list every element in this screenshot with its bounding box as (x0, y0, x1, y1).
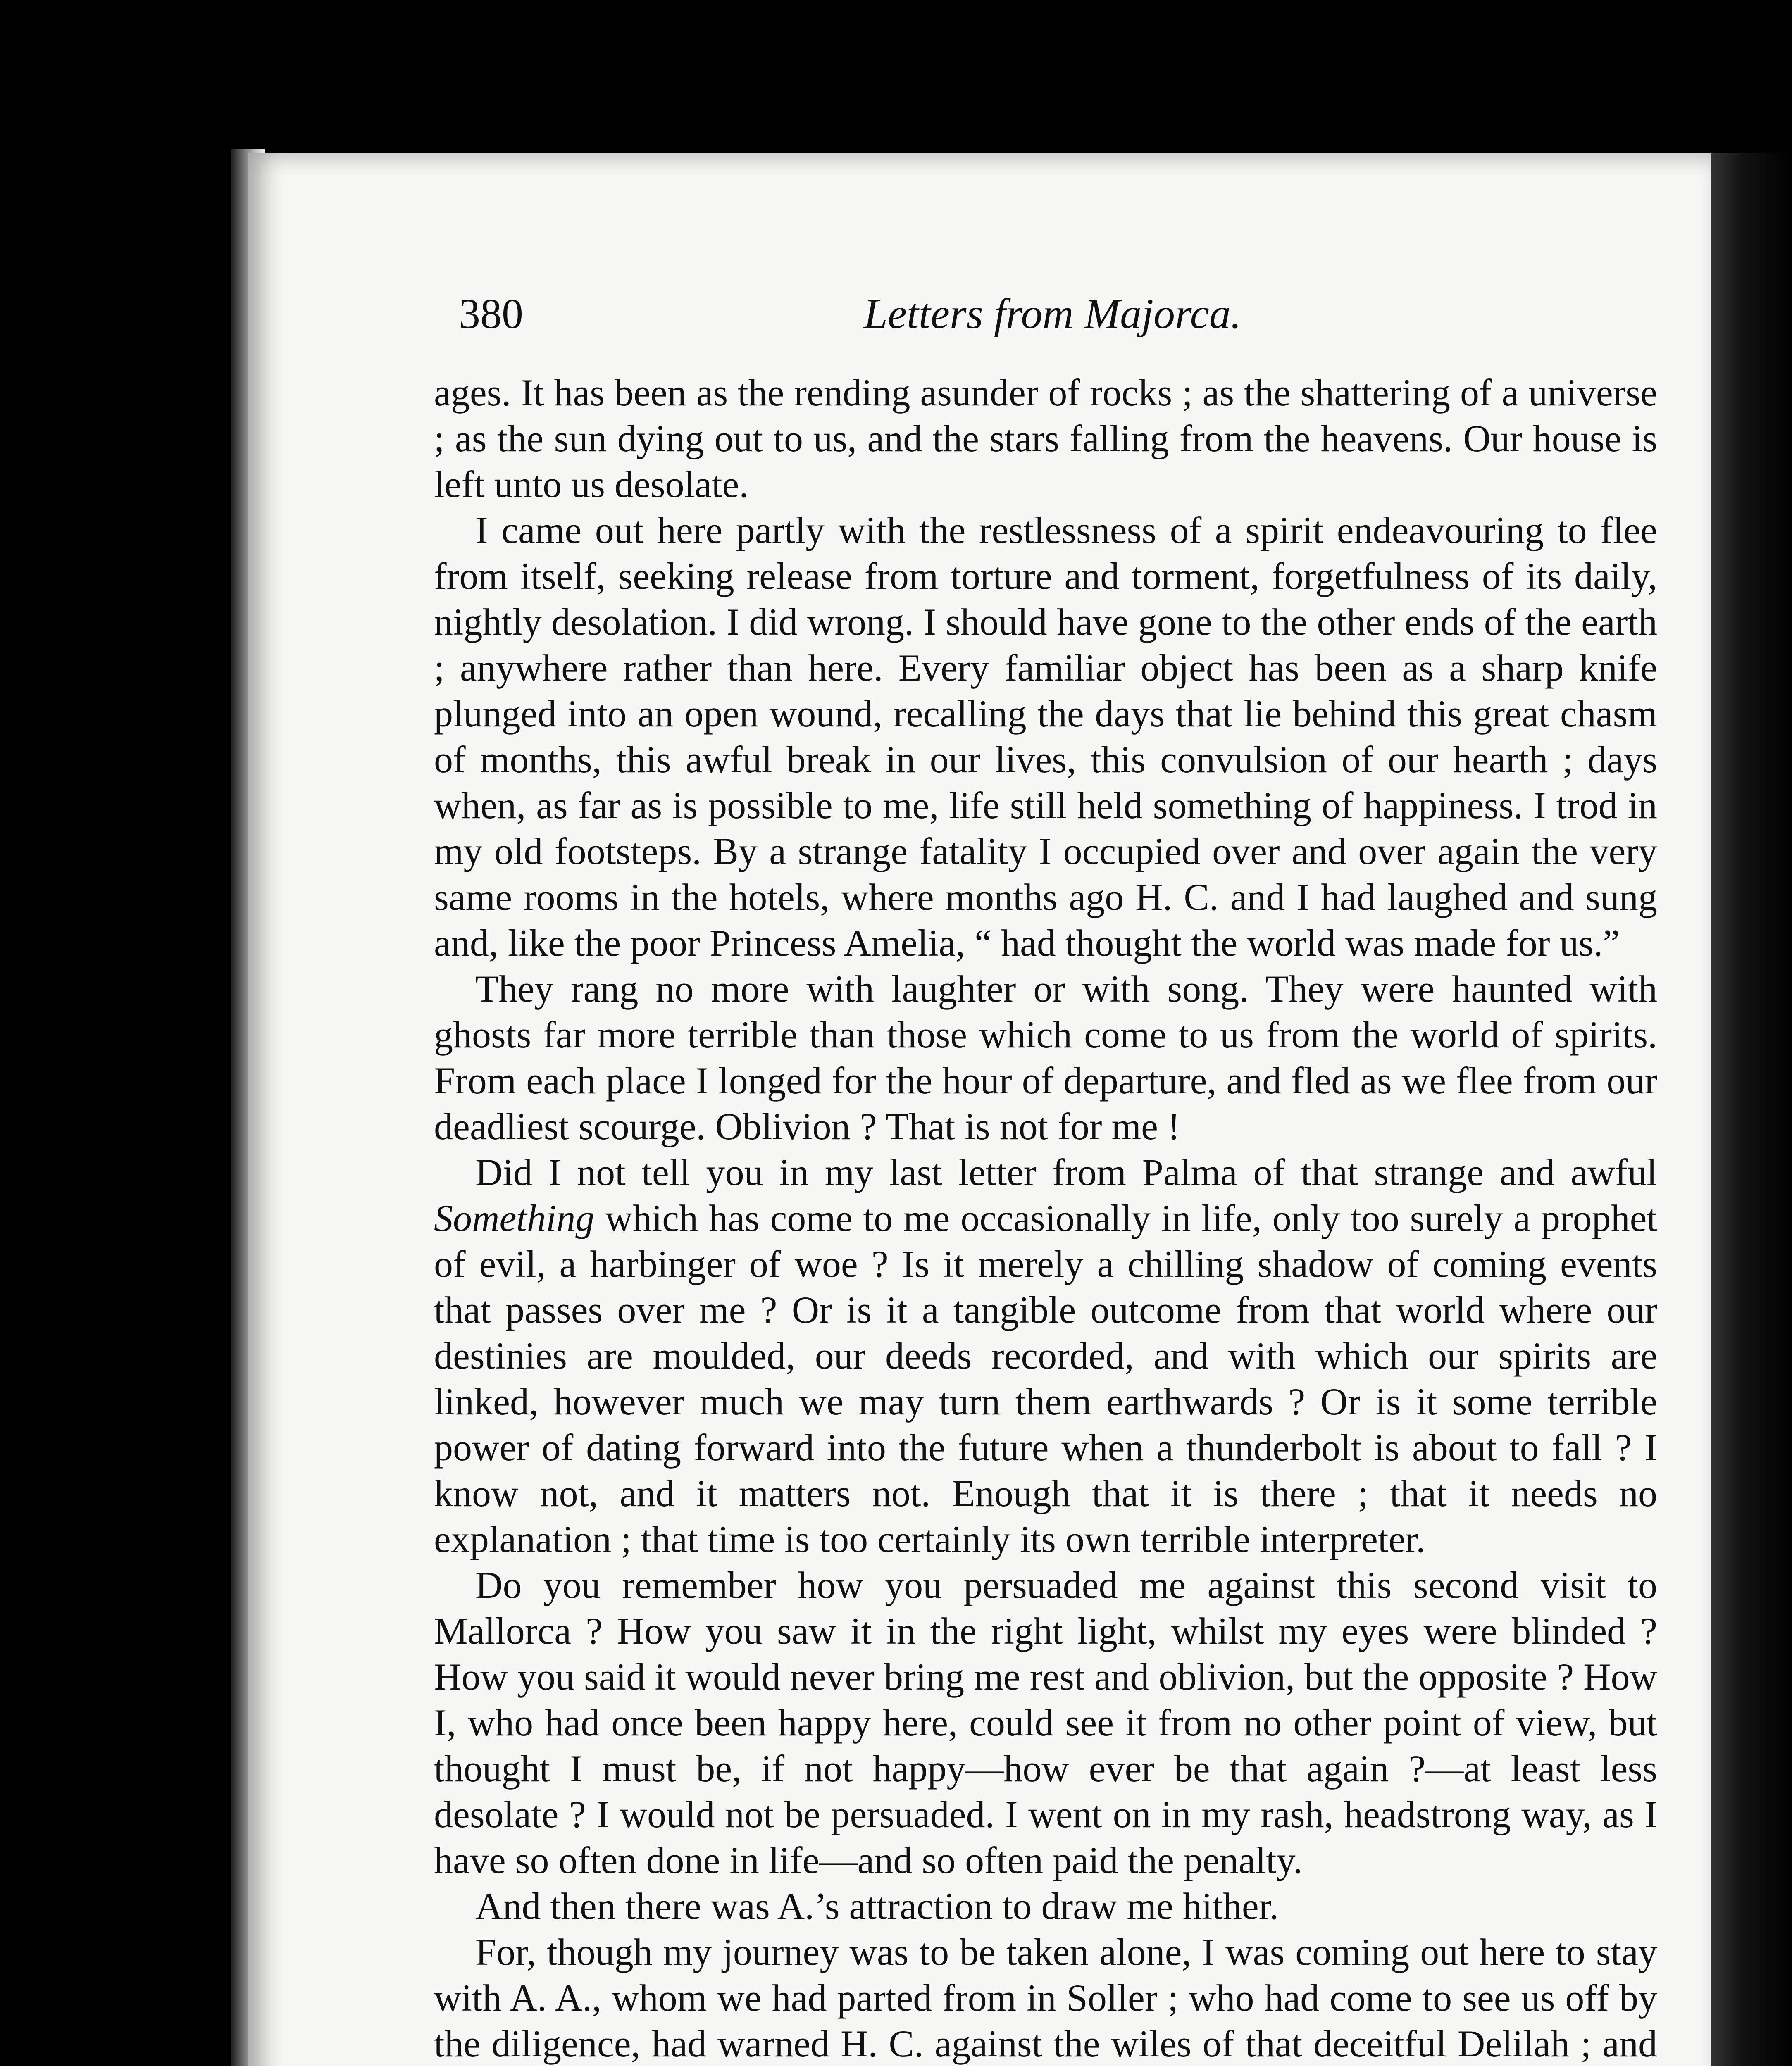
page-header (459, 285, 1649, 343)
book-gutter (1711, 153, 1792, 2066)
paragraph: For, though my journey was to be taken alone, I was coming out here to stay with A. A., whom we had parted from in Soller ; who had come to see us off by the diligence, had warned H. C. against the wiles of that deceitful Delilah ; and (434, 1931, 1657, 2065)
paragraph: Did I not tell you in my last letter from Palma of that strange and awful Something which has come to me occasionally in life, only too surely a prophet of evil, a harbinger of woe ? Is it merely a chilling shadow of coming events that passes over me ? Or is it a tangible outcome from that world where our destinies are moulded, our deeds recorded, and with which our spirits are linked, however much we may turn them earthwards ? Or is it some terrible power of dating forward into the future when a thunderbolt is about to fall ? I know not, and it matters not. Enough that it is there ; that it needs no explanation ; that time is too certainly its own terrible interpreter. (434, 1151, 1657, 1560)
body-text (434, 370, 1657, 2066)
italic-word: Something (434, 1197, 595, 1239)
paragraph: They rang no more with laughter or with song. They were haunted with ghosts far more terrible than those which come to us from the world of spirits. From each place I longed for the hour of departure, and fled as we flee from our deadliest scourge. Oblivion ? That is not for me ! (434, 968, 1657, 1147)
paragraph: I came out here partly with the restlessness of a spirit endeavouring to flee from itself, seeking release from torture and torment, forgetfulness of its daily, nightly desolation. I did wrong. I should have gone to the other ends of the earth ; anywhere rather than here. Every familiar object has been as a sharp knife plunged into an open wound, recalling the days that lie behind this great chasm of months, this awful break in our lives, this convulsion of our hearth ; days when, as far as is possible to me, life still held something of happiness. I trod in my old footsteps. By a strange fatality I occupied over and over again the very same rooms in the hotels, where months ago H. C. and I had laughed and sung and, like the poor Princess Amelia, “ had thought the world was made for us.” (434, 509, 1657, 964)
paragraph: Do you remember how you persuaded me against this second visit to Mallorca ? How you saw it in the right light, whilst my eyes were blinded ? How you said it would never bring me rest and oblivion, but the opposite ? How I, who had once been happy here, could see it from no other point of view, but thought I must be, if not happy—how ever be that again ?—at least less desolate ? I would not be persuaded. I went on in my rash, headstrong way, as I have so often done in life—and so often paid the penalty. (434, 1564, 1657, 1881)
paragraph: And then there was A.’s attraction to draw me hither. (475, 1885, 1279, 1927)
page-number: 380 (459, 290, 523, 338)
running-head: Letters from Majorca. (864, 290, 1242, 338)
paragraph: ages. It has been as the rending asunder of rocks ; as the shattering of a universe ; as the sun dying out to us, and the stars falling from the heavens. Our house is left unto us desolate. (434, 371, 1657, 505)
